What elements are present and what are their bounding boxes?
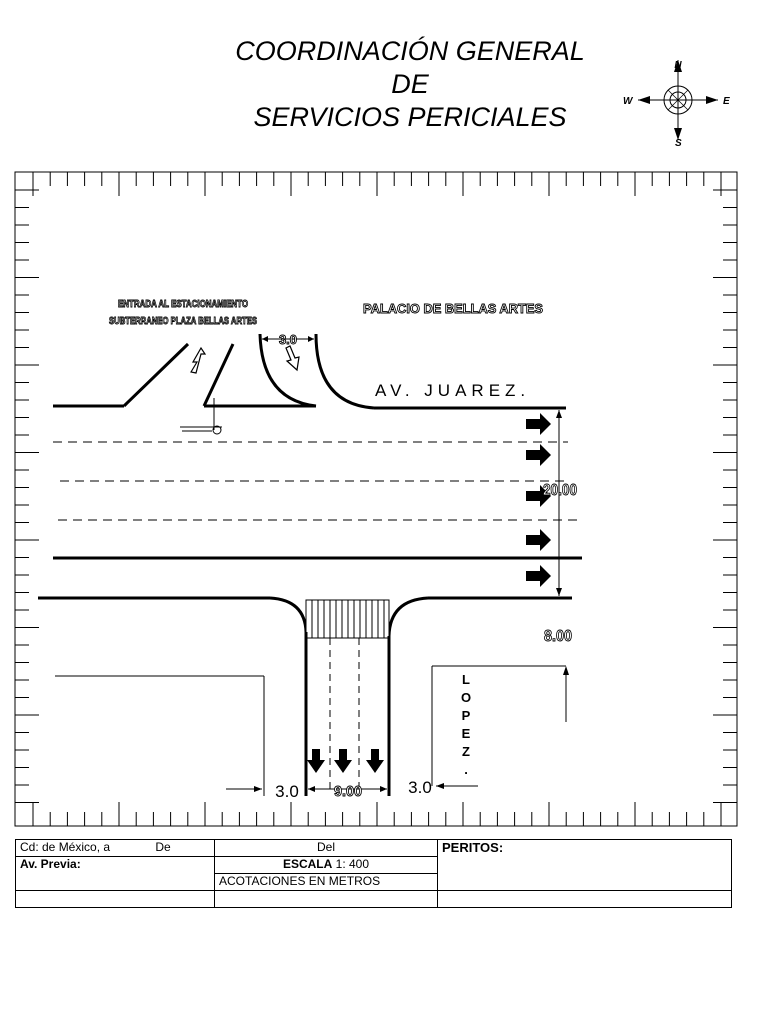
right-block-outline (432, 666, 569, 786)
lopez-letter: . (464, 762, 468, 777)
juarez-width-dimension (556, 410, 562, 596)
lopez-letter: P (461, 708, 471, 723)
lopez-letter: O (460, 690, 472, 705)
empty-cell-2 (215, 891, 438, 908)
compass-north: N (674, 60, 682, 71)
place-date-label: Cd: de México, a (20, 840, 111, 854)
traffic-arrow-down-icon (334, 749, 352, 773)
compass-rose-icon (623, 60, 730, 149)
escala-label: ESCALA (282, 857, 333, 871)
del-cell (215, 840, 438, 857)
traffic-arrow-right-icon (526, 444, 551, 466)
sidewalk-label: 8.00 (544, 628, 573, 645)
entry-arrow-down-icon (286, 346, 299, 370)
traffic-arrow-down-icon (307, 749, 325, 773)
del-label: Del (316, 840, 335, 854)
frame-scale-ticks (15, 172, 737, 826)
fire-hydrant-icon (180, 398, 222, 434)
entry-dimension-label: 3.0 (278, 332, 298, 347)
traffic-arrows-juarez (526, 413, 551, 587)
juarez-width-label: 20.00 (543, 482, 578, 499)
info-table (15, 839, 732, 908)
left-sidewalk-dimension: 3.0 (275, 782, 299, 801)
traffic-arrow-right-icon (526, 529, 551, 551)
de-label: De (155, 840, 171, 854)
traffic-arrows-lopez (307, 749, 384, 773)
title-line-3: SERVICIOS PERICIALES (253, 102, 567, 132)
drawing-frame (15, 172, 737, 826)
title-line-1: COORDINACIÓN GENERAL (235, 36, 585, 66)
compass-west: W (623, 96, 633, 107)
lopez-letter: Z (462, 744, 470, 759)
traffic-arrow-right-icon (526, 413, 551, 435)
peritos-cell (438, 840, 732, 891)
palace-label: PALACIO DE BELLAS ARTES (363, 301, 544, 316)
lopez-letter: L (462, 672, 470, 687)
peritos-label: PERITOS: (442, 840, 504, 855)
traffic-arrow-down-icon (366, 749, 384, 773)
title-line-2: DE (391, 69, 429, 99)
traffic-arrow-right-icon (526, 565, 551, 587)
compass-south: S (675, 138, 682, 149)
av-previa-label: Av. Previa: (20, 857, 81, 871)
parking-label-line-2: SUBTERRANEO PLAZA BELLAS ARTES (109, 316, 258, 327)
entry-arrow-up-icon (191, 348, 205, 373)
parking-label-line-1: ENTRADA AL ESTACIONAMIENTO (118, 299, 249, 310)
escala-cell (215, 857, 438, 874)
lopez-letter: E (461, 726, 471, 741)
lopez-label (461, 672, 471, 777)
escala-value: 1: 400 (335, 857, 370, 871)
left-block-outline (55, 676, 264, 796)
lopez-width-dimension: 9.00 (334, 783, 362, 800)
place-date-cell (16, 840, 215, 857)
av-previa-cell (16, 857, 215, 891)
right-sidewalk-dimension: 3.0 (408, 778, 432, 797)
compass-east: E (723, 96, 730, 107)
empty-cell-1 (16, 891, 215, 908)
empty-cell-3 (438, 891, 732, 908)
parking-entrance (53, 334, 374, 408)
acotaciones-label: ACOTACIONES EN METROS (219, 874, 381, 888)
av-juarez-label: AV. JUAREZ. (375, 381, 531, 400)
acotaciones-cell (215, 874, 438, 891)
